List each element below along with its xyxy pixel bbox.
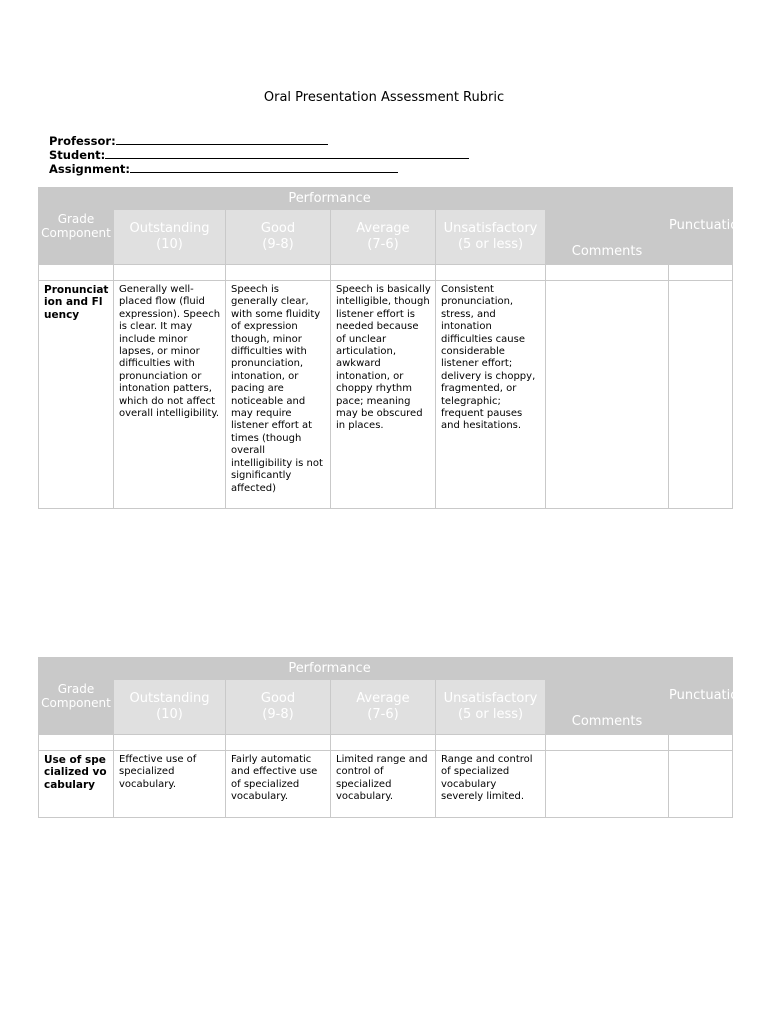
punctuation-cell[interactable]: [669, 751, 733, 818]
spacer-cell: [39, 735, 114, 751]
spacer-cell: [331, 265, 436, 281]
level-header-good: [226, 210, 331, 265]
rubric-table-vocabulary: [38, 657, 747, 818]
level-name: Good: [260, 691, 296, 706]
criteria-unsatisfactory: Consistent pronunciation, stress, and intonation difficulties cause considerable listener effort; delivery is choppy, fragmented, or telegraphic; frequent pauses and hesitations.: [436, 281, 546, 509]
spacer-cell: [436, 265, 546, 281]
assignment-blank[interactable]: [130, 161, 398, 173]
criteria-outstanding: Generally well-placed flow (fluid expression). Speech is clear. It may include minor lapses, or minor difficulties with pronunciation or intonation patters, which do not affect overall intelligibility.: [114, 281, 226, 509]
component-name: Use of specialized vocabulary: [39, 751, 114, 818]
professor-field: [49, 133, 328, 148]
level-header-average: [331, 210, 436, 265]
comments-cell[interactable]: [546, 281, 669, 509]
spacer-cell: [546, 735, 669, 751]
criteria-unsatisfactory: Range and control of specialized vocabulary severely limited.: [436, 751, 546, 818]
component-name: Pronunciation and Fluency: [39, 281, 114, 509]
performance-header: Performance: [114, 188, 546, 210]
level-score: (9-8): [262, 707, 294, 722]
spacer-cell: [669, 735, 733, 751]
level-name: Outstanding: [129, 691, 210, 706]
spacer-cell: [226, 735, 331, 751]
level-score: (7-6): [367, 707, 399, 722]
level-score: (10): [156, 707, 183, 722]
spacer-cell: [226, 265, 331, 281]
level-score: (9-8): [262, 237, 294, 252]
level-header-outstanding: [114, 680, 226, 735]
professor-label: Professor:: [49, 134, 116, 148]
student-blank[interactable]: [105, 147, 469, 159]
spacer-cell: [331, 735, 436, 751]
level-name: Unsatisfactory: [443, 221, 538, 236]
comments-header: Comments: [546, 658, 669, 735]
spacer-cell: [436, 735, 546, 751]
spacer-cell: [546, 265, 669, 281]
level-score: (10): [156, 237, 183, 252]
level-score: (5 or less): [457, 237, 524, 252]
assignment-label: Assignment:: [49, 162, 131, 176]
spacer-cell: [114, 265, 226, 281]
level-header-good: [226, 680, 331, 735]
level-name: Average: [356, 221, 410, 236]
level-score: (7-6): [367, 237, 399, 252]
level-header-average: [331, 680, 436, 735]
comments-header: Comments: [546, 188, 669, 265]
assignment-field: [49, 161, 398, 176]
spacer-cell: [669, 265, 733, 281]
level-name: Outstanding: [129, 221, 210, 236]
criteria-average: Limited range and control of specialized vocabulary.: [331, 751, 436, 818]
punctuation-cell[interactable]: [669, 281, 733, 509]
student-label: Student:: [49, 148, 106, 162]
comments-cell[interactable]: [546, 751, 669, 818]
punctuation-header: Punctuation: [669, 188, 733, 265]
level-header-unsatisfactory: [436, 210, 546, 265]
level-header-outstanding: [114, 210, 226, 265]
criteria-outstanding: Effective use of specialized vocabulary.: [114, 751, 226, 818]
student-field: [49, 147, 469, 162]
level-score: (5 or less): [457, 707, 524, 722]
level-header-unsatisfactory: [436, 680, 546, 735]
spacer-cell: [39, 265, 114, 281]
level-name: Unsatisfactory: [443, 691, 538, 706]
performance-header: Performance: [114, 658, 546, 680]
punctuation-header: Punctuation: [669, 658, 733, 735]
page-title: Oral Presentation Assessment Rubric: [263, 90, 505, 105]
spacer-cell: [114, 735, 226, 751]
professor-blank[interactable]: [116, 133, 328, 145]
level-name: Good: [260, 221, 296, 236]
level-name: Average: [356, 691, 410, 706]
criteria-good: Speech is generally clear, with some fluidity of expression though, minor difficulties with pronunciation, intonation, or pacing are noticeable and may require listener effort at times (though overall intelligibility is not significantly affected): [226, 281, 331, 509]
grade-component-header: Grade Component: [39, 658, 114, 735]
rubric-table-pronunciation: [38, 187, 747, 509]
criteria-average: Speech is basically intelligible, though listener effort is needed because of unclear articulation, awkward intonation, or choppy rhythm pace; meaning may be obscured in places.: [331, 281, 436, 509]
criteria-good: Fairly automatic and effective use of specialized vocabulary.: [226, 751, 331, 818]
grade-component-header: Grade Component: [39, 188, 114, 265]
